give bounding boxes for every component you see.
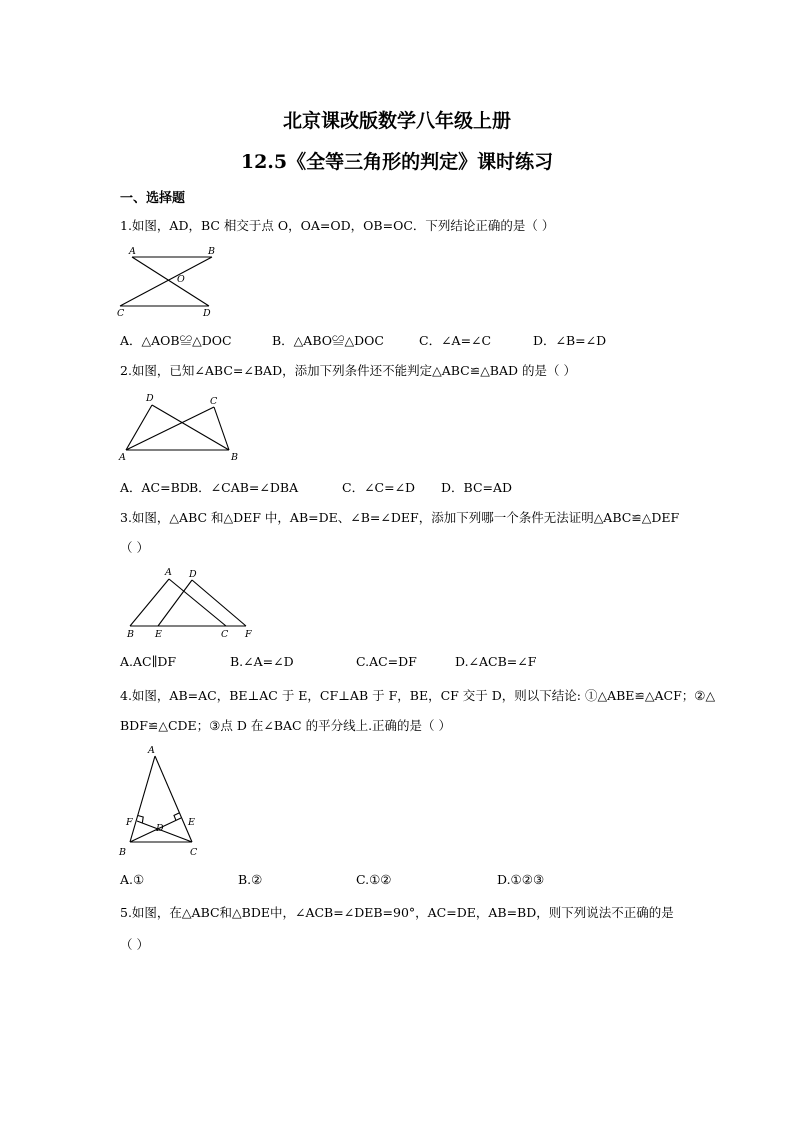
q3-label-c: C — [221, 629, 229, 640]
q3-label-d: D — [189, 569, 197, 580]
q4-label-d: D — [156, 823, 164, 834]
question-4-text: 4.如图，AB=AC，BE⊥AC 于 E，CF⊥AB 于 F，BE，CF 交于 D，则以下结论: ①△ABE≌△ACF；②△ — [120, 688, 716, 703]
q2-option-b[interactable]: B．∠CAB=∠DBA — [189, 480, 299, 495]
q1-option-a[interactable]: A．△AOB≌△DOC — [120, 333, 232, 348]
question-2-text: 2.如图，已知∠ABC=∠BAD，添加下列条件还不能判定△ABC≌△BAD 的是（ ） — [120, 363, 576, 378]
q2-label-a: A — [119, 452, 126, 463]
q4-label-a: A — [148, 745, 155, 756]
q2-option-d[interactable]: D．BC=AD — [441, 480, 513, 495]
q1-option-b[interactable]: B．△ABO≌△DOC — [272, 333, 384, 348]
q1-label-c: C — [117, 308, 125, 319]
q1-label-b: B — [208, 246, 215, 257]
question-2-figure — [118, 392, 240, 467]
q4-label-b: B — [119, 847, 126, 858]
q4-label-f: F — [126, 817, 133, 828]
q4-option-c[interactable]: C.①② — [356, 872, 392, 887]
q2-option-a[interactable]: A．AC=BD — [120, 480, 190, 495]
q2-label-b: B — [231, 452, 238, 463]
question-4-text-cont: BDF≌△CDE；③点 D 在∠BAC 的平分线上.正确的是（ ） — [120, 718, 452, 733]
q3-option-b[interactable]: B.∠A=∠D — [230, 654, 294, 669]
question-3-text: 3.如图，△ABC 和△DEF 中，AB=DE、∠B=∠DEF，添加下列哪一个条件无法证明△ABC≌△DEF — [120, 510, 680, 525]
q1-label-o: O — [177, 274, 185, 285]
q2-label-c: C — [210, 396, 218, 407]
page-title: 北京课改版数学八年级上册 — [282, 110, 511, 132]
q2-label-d: D — [146, 393, 154, 404]
question-3-text-cont: （ ） — [120, 540, 149, 555]
q2-option-c[interactable]: C．∠C=∠D — [342, 480, 416, 495]
q1-option-d[interactable]: D．∠B=∠D — [533, 333, 607, 348]
page-subtitle: 12.5《全等三角形的判定》课时练习 — [240, 151, 554, 173]
q4-label-e: E — [188, 817, 195, 828]
question-4-figure — [116, 745, 206, 860]
question-5-text-cont: （ ） — [120, 937, 149, 952]
q4-option-b[interactable]: B.② — [238, 872, 263, 887]
q1-label-d: D — [203, 308, 211, 319]
question-3-figure — [118, 566, 263, 644]
q3-label-e: E — [155, 629, 162, 640]
q3-label-f: F — [245, 629, 252, 640]
section-heading: 一、选择题 — [120, 191, 186, 206]
question-1-text: 1.如图，AD，BC 相交于点 O，OA=OD，OB=OC．下列结论正确的是（ ） — [120, 218, 555, 233]
q1-option-c[interactable]: C．∠A=∠C — [419, 333, 492, 348]
question-5-text: 5.如图，在△ABC和△BDE中，∠ACB=∠DEB=90°，AC=DE，AB=BD，则下列说法不正确的是 — [120, 905, 674, 920]
question-1-figure — [116, 246, 221, 322]
q3-option-a[interactable]: A.AC∥DF — [120, 654, 177, 669]
q4-label-c: C — [190, 847, 198, 858]
q4-option-d[interactable]: D.①②③ — [497, 872, 545, 887]
q4-option-a[interactable]: A.① — [120, 872, 145, 887]
q3-label-b: B — [127, 629, 134, 640]
q3-label-a: A — [165, 567, 172, 578]
q3-option-d[interactable]: D.∠ACB=∠F — [455, 654, 537, 669]
q3-option-c[interactable]: C.AC=DF — [356, 654, 417, 669]
q1-label-a: A — [129, 246, 136, 257]
